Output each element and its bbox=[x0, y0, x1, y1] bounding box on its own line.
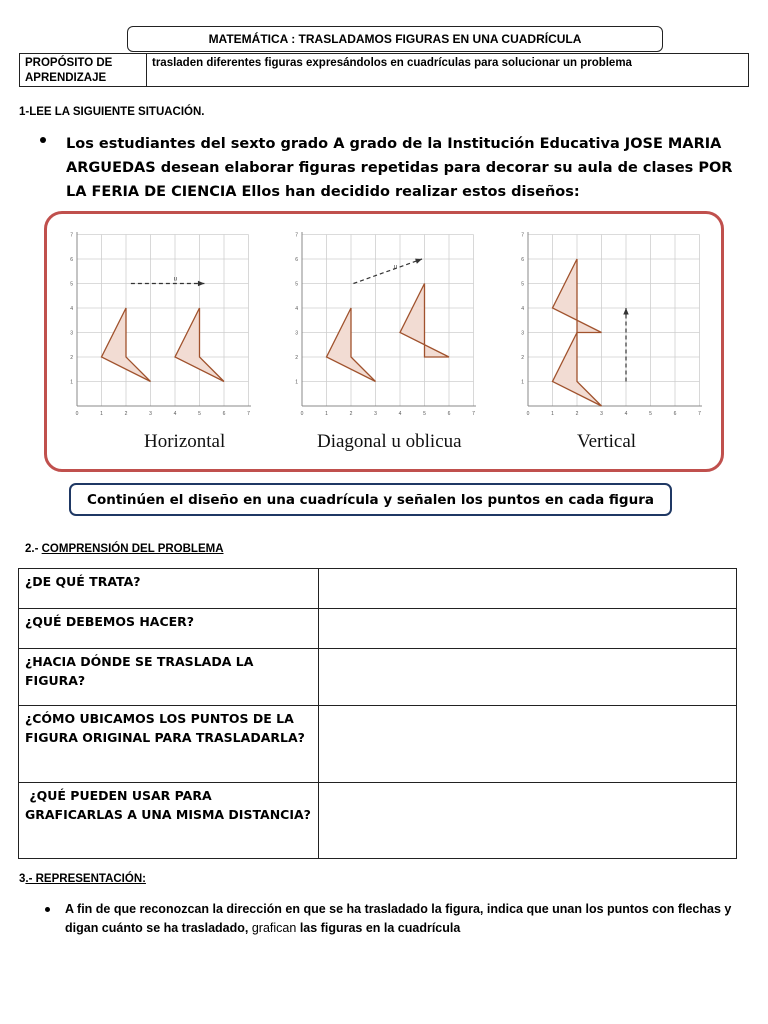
situation-text: Los estudiantes del sexto grado A grado de la Institución Educativa JOSE MARIA ARGUEDAS desean elaborar figuras repetidas para decorar su aula de clases POR LA FERIA DE CIENCIA Ellos han decidido realizar estos diseños: bbox=[66, 136, 733, 200]
tick-label: 6 bbox=[222, 411, 226, 417]
tick-label: 3 bbox=[521, 330, 524, 337]
tick-label: 3 bbox=[374, 411, 377, 417]
answer-cell[interactable] bbox=[319, 706, 737, 783]
arrowhead-icon bbox=[415, 259, 422, 264]
triangle-figure bbox=[553, 259, 602, 333]
tick-label: 5 bbox=[198, 411, 201, 417]
tick-label: 1 bbox=[295, 379, 298, 386]
tick-label: 7 bbox=[295, 232, 298, 239]
tick-label: 2 bbox=[575, 411, 579, 417]
table-row bbox=[19, 706, 737, 783]
bullet-icon bbox=[45, 907, 50, 912]
figure-caption: Vertical bbox=[577, 431, 637, 452]
comprehension-table bbox=[18, 568, 737, 859]
section1-heading: 1-LEE LA SIGUIENTE SITUACIÓN. bbox=[19, 106, 205, 118]
vector-label: u bbox=[393, 264, 398, 271]
arrowhead-icon bbox=[198, 281, 204, 286]
tick-label: 1 bbox=[100, 411, 103, 417]
tick-label: 2 bbox=[295, 355, 298, 361]
answer-cell[interactable] bbox=[319, 609, 737, 649]
arrowhead-icon bbox=[623, 308, 628, 314]
tick-label: 2 bbox=[521, 355, 524, 361]
bullet-icon bbox=[40, 137, 46, 143]
worksheet-title: MATEMÁTICA : TRASLADAMOS FIGURAS EN UNA CUADRÍCULA bbox=[127, 26, 663, 52]
tick-label: 6 bbox=[70, 257, 73, 263]
tick-label: 0 bbox=[526, 411, 530, 417]
answer-cell[interactable] bbox=[319, 783, 737, 859]
figure-caption: Diagonal u oblicua bbox=[317, 431, 462, 452]
tick-label: 1 bbox=[325, 411, 328, 417]
tick-label: 2 bbox=[124, 411, 128, 417]
section2-heading: 2.- COMPRENSIÓN DEL PROBLEMA bbox=[25, 543, 224, 555]
question-cell: ¿DE QUÉ TRATA? bbox=[19, 569, 319, 609]
table-row bbox=[19, 609, 737, 649]
tick-label: 0 bbox=[300, 411, 304, 417]
triangle-figure bbox=[400, 284, 449, 358]
tick-label: 5 bbox=[423, 411, 426, 417]
section3-heading: 3.- REPRESENTACIÓN: bbox=[19, 873, 146, 885]
tick-label: 7 bbox=[521, 232, 524, 239]
table-row bbox=[19, 569, 737, 609]
tick-label: 5 bbox=[70, 281, 73, 288]
purpose-label: PROPÓSITO DE APRENDIZAJE bbox=[20, 54, 147, 86]
tick-label: 5 bbox=[649, 411, 652, 417]
translation-arrow bbox=[353, 259, 422, 284]
instruction-box: Continúen el diseño en una cuadrícula y señalen los puntos en cada figura bbox=[69, 483, 672, 516]
tick-label: 3 bbox=[600, 411, 603, 417]
tick-label: 6 bbox=[521, 257, 524, 263]
tick-label: 4 bbox=[398, 411, 402, 417]
tick-label: 4 bbox=[70, 306, 73, 312]
tick-label: 3 bbox=[149, 411, 152, 417]
table-row bbox=[19, 649, 737, 706]
purpose-table bbox=[19, 53, 749, 87]
tick-label: 1 bbox=[521, 379, 524, 386]
table-row bbox=[19, 783, 737, 859]
vector-label: u bbox=[173, 276, 177, 283]
tick-label: 1 bbox=[551, 411, 554, 417]
question-cell: ¿HACIA DÓNDE SE TRASLADA LA FIGURA? bbox=[19, 649, 319, 706]
tick-label: 5 bbox=[295, 281, 298, 288]
tick-label: 0 bbox=[75, 411, 79, 417]
tick-label: 3 bbox=[70, 330, 73, 337]
tick-label: 7 bbox=[70, 232, 73, 239]
tick-label: 4 bbox=[521, 306, 524, 312]
question-cell: ¿QUÉ DEBEMOS HACER? bbox=[19, 609, 319, 649]
tick-label: 6 bbox=[673, 411, 677, 417]
tick-label: 3 bbox=[295, 330, 298, 337]
figures-frame bbox=[44, 211, 724, 472]
tick-label: 1 bbox=[70, 379, 73, 386]
tick-label: 4 bbox=[295, 306, 298, 312]
tick-label: 5 bbox=[521, 281, 524, 288]
answer-cell[interactable] bbox=[319, 649, 737, 706]
question-cell: ¿QUÉ PUEDEN USAR PARA GRAFICARLAS A UNA MISMA DISTANCIA? bbox=[19, 783, 319, 859]
answer-cell[interactable] bbox=[319, 569, 737, 609]
purpose-text: trasladen diferentes figuras expresándolos en cuadrículas para solucionar un problema bbox=[152, 57, 632, 69]
figures-diagram bbox=[47, 214, 721, 469]
figure-caption: Horizontal bbox=[144, 431, 226, 452]
tick-label: 4 bbox=[624, 411, 628, 417]
question-cell: ¿CÓMO UBICAMOS LOS PUNTOS DE LA FIGURA ORIGINAL PARA TRASLADARLA? bbox=[19, 706, 319, 783]
tick-label: 2 bbox=[70, 355, 73, 361]
representation-text: A fin de que reconozcan la dirección en que se ha trasladado la figura, indica que unan los puntos con flechas y digan cuánto se ha trasladado, grafican las figuras en la cuadrícula bbox=[65, 902, 732, 935]
tick-label: 2 bbox=[349, 411, 353, 417]
tick-label: 6 bbox=[295, 257, 298, 263]
tick-label: 4 bbox=[173, 411, 177, 417]
tick-label: 7 bbox=[247, 411, 250, 417]
tick-label: 7 bbox=[472, 411, 475, 417]
tick-label: 6 bbox=[447, 411, 451, 417]
tick-label: 7 bbox=[698, 411, 701, 417]
